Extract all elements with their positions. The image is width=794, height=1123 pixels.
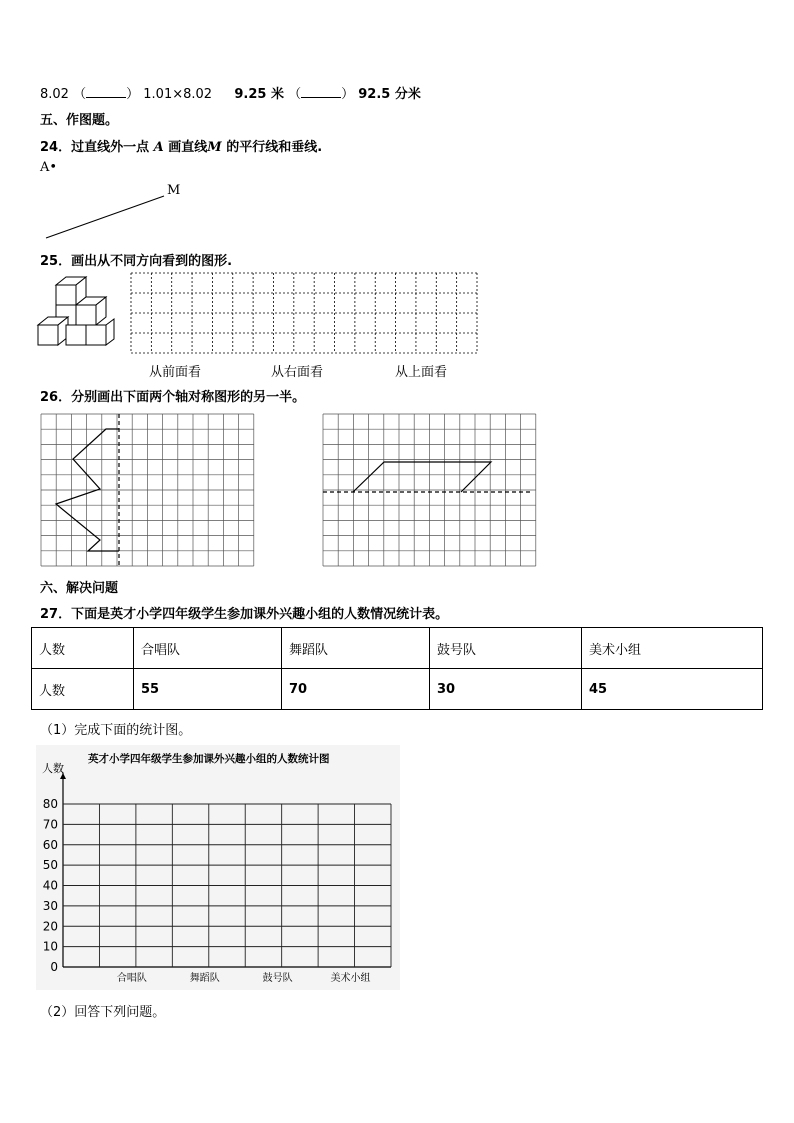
q24-prefix: 24．过直线外一点 [40, 140, 150, 155]
compare-left-expr-2: 9.25 米 [234, 87, 284, 102]
symmetry-grid-left [41, 414, 254, 566]
point-a-label: A• [40, 160, 58, 175]
q24-suffix: 的平行线和垂线. [226, 140, 323, 155]
y-tick-label: 60 [42, 837, 58, 852]
section-6-title: 六、解决问题 [40, 581, 119, 596]
x-tick-label: 鼓号队 [262, 973, 293, 984]
chart-ylabel: 人数 [42, 762, 64, 775]
y-tick-label: 80 [42, 797, 58, 811]
table-cell: 30 [430, 669, 582, 710]
table-cell: 舞蹈队 [282, 628, 430, 669]
table-cell: 鼓号队 [430, 628, 582, 669]
compare-left-expr: 8.02 [40, 87, 69, 102]
table-row [32, 628, 763, 669]
view-label-right: 从右面看 [271, 365, 324, 380]
q24-line: M [207, 140, 222, 155]
table-row [32, 669, 763, 710]
table-cell: 45 [582, 669, 763, 710]
table-cell: 55 [134, 669, 282, 710]
q27-sub2: （2）回答下列问题。 [40, 1005, 166, 1020]
table-cell: 人数 [32, 669, 134, 710]
table-cell: 人数 [32, 628, 134, 669]
chart-yticks [43, 797, 58, 974]
table-cell: 70 [282, 669, 430, 710]
y-tick-label: 20 [42, 919, 58, 934]
y-tick-label: 0 [50, 960, 58, 974]
y-tick-label: 40 [42, 878, 58, 893]
q27-text: 27．下面是英才小学四年级学生参加课外兴趣小组的人数情况统计表。 [40, 607, 449, 622]
y-tick-label: 70 [42, 817, 58, 832]
bar-chart [36, 745, 400, 990]
chart-title: 英才小学四年级学生参加课外兴趣小组的人数统计图 [88, 753, 330, 765]
view-label-front: 从前面看 [149, 365, 202, 380]
table-cell: 合唱队 [134, 628, 282, 669]
half-shape-right [353, 462, 491, 492]
chart-background [36, 745, 400, 990]
q25-text: 25．画出从不同方向看到的图形. [40, 254, 233, 269]
compare-right-expr: 1.01×8.02 [143, 87, 213, 102]
q26-text: 26．分别画出下面两个轴对称图形的另一半。 [40, 390, 306, 405]
compare-right-expr-2: 92.5 分米 [358, 87, 421, 102]
y-tick-label: 10 [42, 939, 58, 954]
view-label-top: 从上面看 [395, 365, 448, 380]
x-tick-label: 舞蹈队 [189, 973, 220, 984]
q27-sub1: （1）完成下面的统计图。 [40, 723, 192, 738]
y-tick-label: 30 [42, 898, 58, 913]
paren-close-2: ） [341, 87, 355, 102]
q24-middle: 画直线 [168, 140, 208, 155]
table-cell: 美术小组 [582, 628, 763, 669]
paren-open: （ [73, 87, 87, 102]
y-tick-label: 50 [42, 858, 58, 873]
line-m-label: M [167, 183, 181, 198]
paren-close: ） [126, 87, 140, 102]
x-tick-label: 美术小组 [330, 973, 371, 984]
stat-table [31, 627, 763, 710]
q24-point: A [153, 140, 164, 155]
section-5-title: 五、作图题。 [40, 113, 119, 128]
paren-open-2: （ [288, 87, 302, 102]
x-tick-label: 合唱队 [116, 973, 147, 984]
